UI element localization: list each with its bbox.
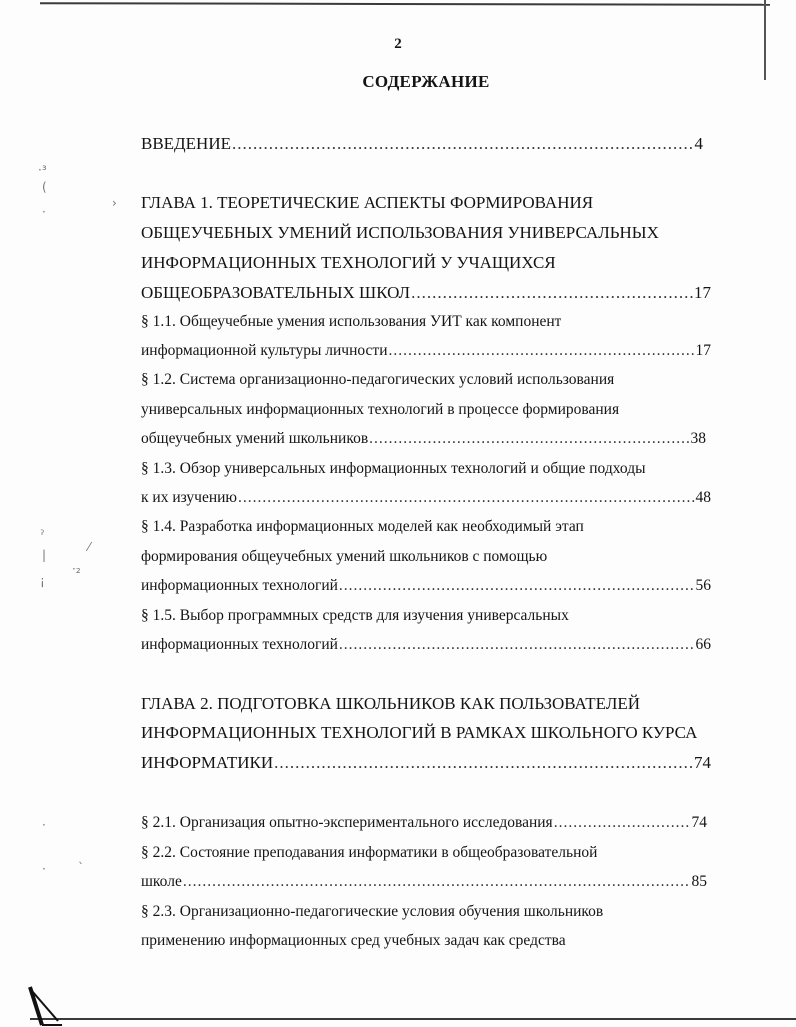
leader-dots [238,489,694,507]
toc-page-ref: 17 [695,342,711,359]
scan-edge-bottom [30,1018,796,1020]
toc-page-ref: 85 [691,873,707,890]
toc-page-ref: 74 [694,753,711,772]
section-heading-line: § 2.2. Состояние преподавания информатики в общеобразовательной [141,844,598,861]
margin-speck: ·³ [38,163,47,177]
toc-page-ref: 56 [695,577,711,594]
margin-speck: · [42,862,46,876]
toc-page-ref: 38 [690,430,706,447]
leader-dots [339,636,695,654]
toc-entry-label: § 2.1. Организация опытно-экспериментального исследования [141,814,553,831]
toc-entry-section-2-1[interactable] [141,814,707,832]
chapter-heading-line: ГЛАВА 1. ТЕОРЕТИЧЕСКИЕ АСПЕКТЫ ФОРМИРОВАНИЯ [141,193,594,212]
toc-entry-label: школе [141,873,182,890]
toc-page-ref: 74 [691,814,707,831]
leader-dots [369,430,689,448]
section-heading-line: § 1.2. Система организационно-педагогических условий использования [141,371,615,388]
toc-title: СОДЕРЖАНИЕ [362,72,490,91]
scan-corner-mark [28,985,68,1027]
toc-page-ref: 66 [695,636,711,653]
toc-entry-section-1-4[interactable] [141,577,711,595]
toc-entry-label: информационных технологий [141,636,338,653]
chapter-heading-line: ГЛАВА 2. ПОДГОТОВКА ШКОЛЬНИКОВ КАК ПОЛЬЗОВАТЕЛЕЙ [141,694,641,713]
section-heading-line: § 1.3. Обзор универсальных информационных технологий и общие подходы [141,460,646,477]
margin-speck: ¡ [40,574,45,588]
toc-entry-label: ОБЩЕОБРАЗОВАТЕЛЬНЫХ ШКОЛ [141,283,411,302]
margin-speck: ˎ [78,850,84,864]
toc-entry-label: общеучебных умений школьников [141,430,369,447]
margin-speck: ·₂ [72,562,81,576]
toc-entry-label: ИНФОРМАТИКИ [141,753,274,772]
scan-edge-top [40,2,770,6]
leader-dots [339,577,695,595]
toc-entry-section-1-1[interactable] [141,342,711,360]
chapter-heading-line: ИНФОРМАЦИОННЫХ ТЕХНОЛОГИЙ В РАМКАХ ШКОЛЬНОГО КУРСА [141,723,698,742]
margin-speck: ˀ [40,528,45,542]
leader-dots [411,283,693,303]
leader-dots [183,873,691,891]
toc-entry-label: информационной культуры личности [141,342,388,359]
toc-entry-label: к их изучению [141,489,238,506]
toc-page-ref: 48 [695,489,711,506]
toc-page-ref: 4 [694,134,703,153]
section-heading-line: формирования общеучебных умений школьников с помощью [141,548,548,565]
toc-entry-chapter-2[interactable] [141,753,711,773]
margin-speck: | [42,548,47,562]
toc-page-ref: 17 [694,283,711,302]
margin-speck: ( [42,180,47,194]
section-heading-line: § 1.1. Общеучебные умения использования УИТ как компонент [141,313,562,330]
toc-entry-label: ВВЕДЕНИЕ [141,134,231,153]
chapter-heading-line: ИНФОРМАЦИОННЫХ ТЕХНОЛОГИЙ У УЧАЩИХСЯ [141,253,556,272]
toc-entry-section-1-5[interactable] [141,636,711,654]
toc-entry-chapter-1[interactable] [141,283,711,303]
section-heading-line: применению информационных сред учебных задач как средства [141,932,566,949]
toc-entry-section-1-3[interactable] [141,489,711,507]
margin-speck: · [42,818,46,832]
toc-entry-label: информационных технологий [141,577,338,594]
section-heading-line: § 1.4. Разработка информационных моделей как необходимый этап [141,518,584,535]
leader-dots [389,342,695,360]
leader-dots [232,134,694,154]
margin-speck: ⁄ [88,540,91,554]
toc-entry-intro[interactable] [141,134,703,154]
toc-entry-section-1-2[interactable] [141,430,706,448]
toc-entry-section-2-2[interactable] [141,873,707,891]
section-heading-line: § 1.5. Выбор программных средств для изучения универсальных [141,607,569,624]
margin-speck: › [112,196,117,210]
margin-speck: · [42,205,46,219]
section-heading-line: универсальных информационных технологий в процессе формирования [141,401,620,418]
chapter-heading-line: ОБЩЕУЧЕБНЫХ УМЕНИЙ ИСПОЛЬЗОВАНИЯ УНИВЕРСАЛЬНЫХ [141,223,659,242]
leader-dots [274,753,693,773]
page-number: 2 [394,36,402,52]
leader-dots [554,814,691,832]
section-heading-line: § 2.3. Организационно-педагогические условия обучения школьников [141,903,604,920]
